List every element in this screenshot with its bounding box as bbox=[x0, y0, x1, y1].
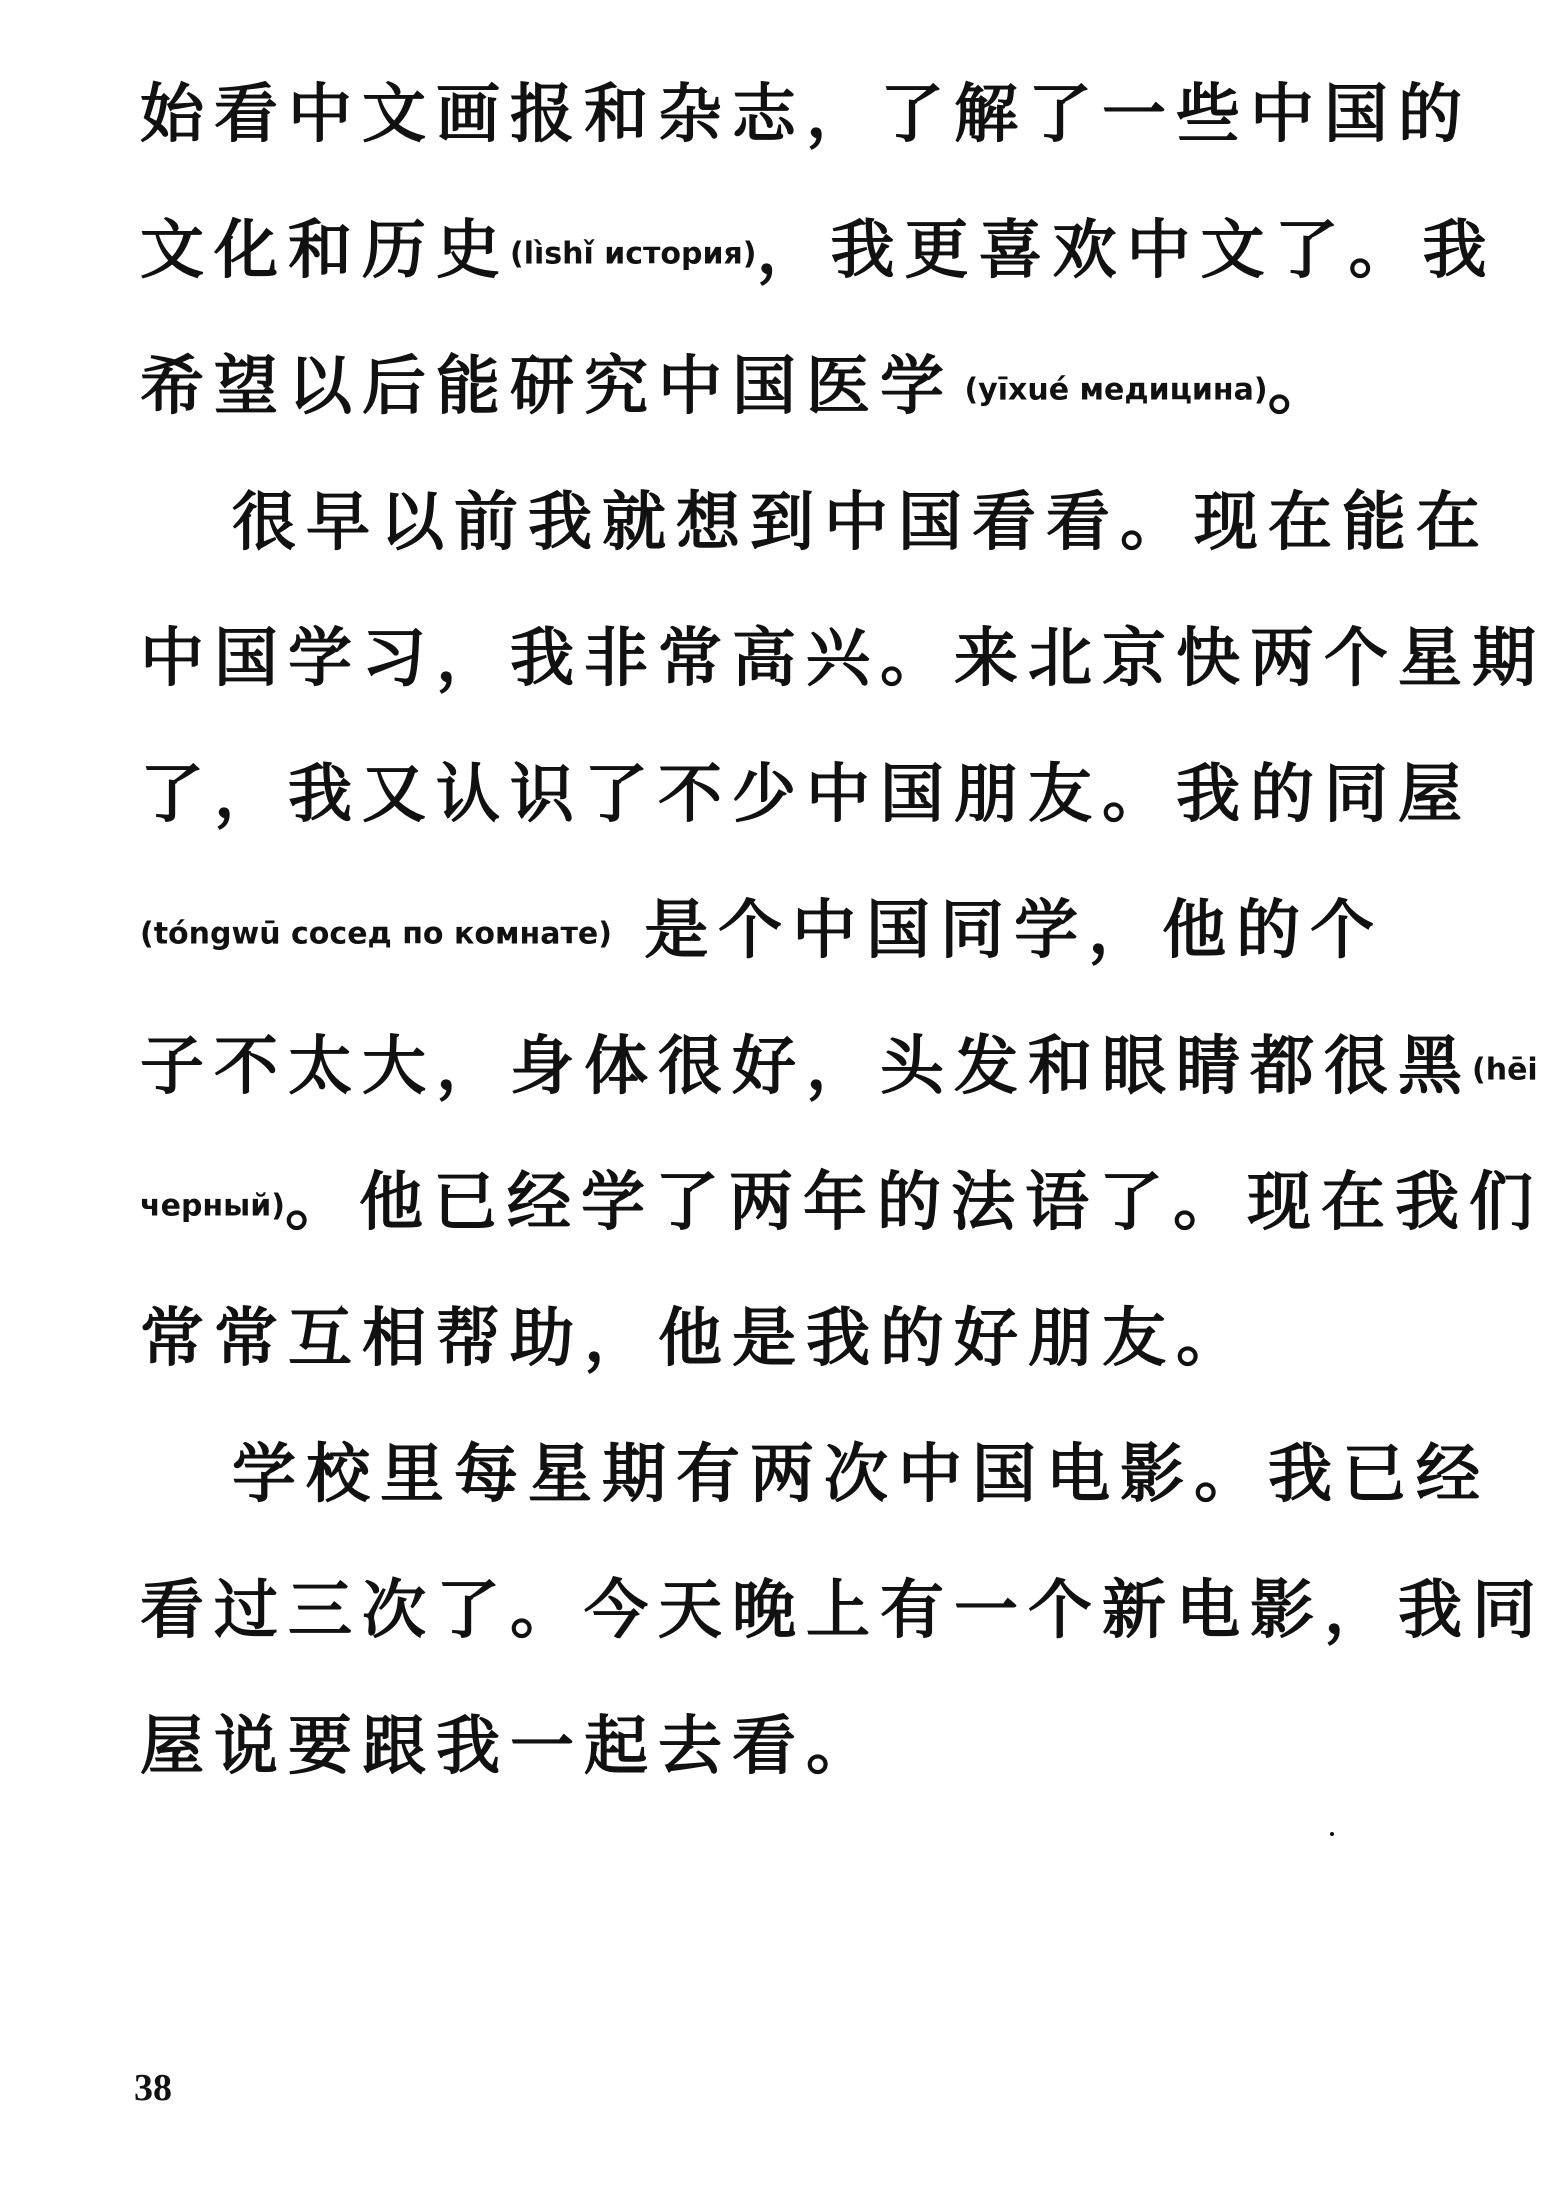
text-line-4 bbox=[232, 488, 1490, 558]
line-text-after: ，我更喜欢中文了。我 bbox=[756, 214, 1497, 288]
text-line-3 bbox=[140, 352, 1342, 422]
text-line-1 bbox=[140, 80, 1472, 150]
line-text: 屋说要跟我一起去看。 bbox=[140, 1710, 880, 1784]
line-text-after: 。 bbox=[1267, 350, 1342, 424]
text-line-7 bbox=[140, 896, 1384, 966]
line-text: 了，我又认识了不少中国朋友。我的同屋 bbox=[140, 758, 1472, 832]
line-text: 常常互相帮助，他是我的好朋友。 bbox=[140, 1302, 1250, 1376]
pinyin-gloss: (lìshǐ история) bbox=[510, 236, 757, 272]
line-text: 看过三次了。今天晚上有一个新电影，我同 bbox=[140, 1574, 1546, 1648]
text-line-2 bbox=[140, 216, 1497, 286]
pinyin-gloss: (tóngwū сосед по комнате) bbox=[140, 916, 612, 952]
line-text: 始看中文画报和杂志，了解了一些中国的 bbox=[140, 78, 1472, 152]
page-number: 38 bbox=[134, 2067, 172, 2109]
text-line-10 bbox=[140, 1304, 1250, 1374]
line-text-before: 文化和历史 bbox=[140, 214, 510, 288]
line-text-after: 。他已经学了两年的法语了。现在我们 bbox=[285, 1166, 1544, 1240]
line-text-before: 希望以后能研究中国医学 bbox=[140, 350, 954, 424]
pinyin-gloss: (yīxué медицина) bbox=[954, 372, 1268, 408]
text-line-8 bbox=[140, 1032, 1538, 1102]
line-text: 学校里每星期有两次中国电影。我已经 bbox=[232, 1438, 1490, 1512]
text-line-12 bbox=[140, 1576, 1546, 1646]
ink-speck bbox=[1330, 1832, 1334, 1836]
pinyin-gloss: (hēi bbox=[1472, 1052, 1538, 1088]
line-text-after: 是个中国同学，他的个 bbox=[611, 894, 1385, 968]
line-text: 很早以前我就想到中国看看。现在能在 bbox=[232, 486, 1490, 560]
line-text-before: 子不太大，身体很好，头发和眼睛都很黑 bbox=[140, 1030, 1472, 1104]
text-line-11 bbox=[232, 1440, 1490, 1510]
pinyin-gloss: черный) bbox=[140, 1188, 286, 1224]
line-text: 中国学习，我非常高兴。来北京快两个星期 bbox=[140, 622, 1546, 696]
text-line-5 bbox=[140, 624, 1546, 694]
text-line-9 bbox=[140, 1168, 1543, 1238]
text-line-6 bbox=[140, 760, 1472, 830]
text-line-13 bbox=[140, 1712, 880, 1782]
